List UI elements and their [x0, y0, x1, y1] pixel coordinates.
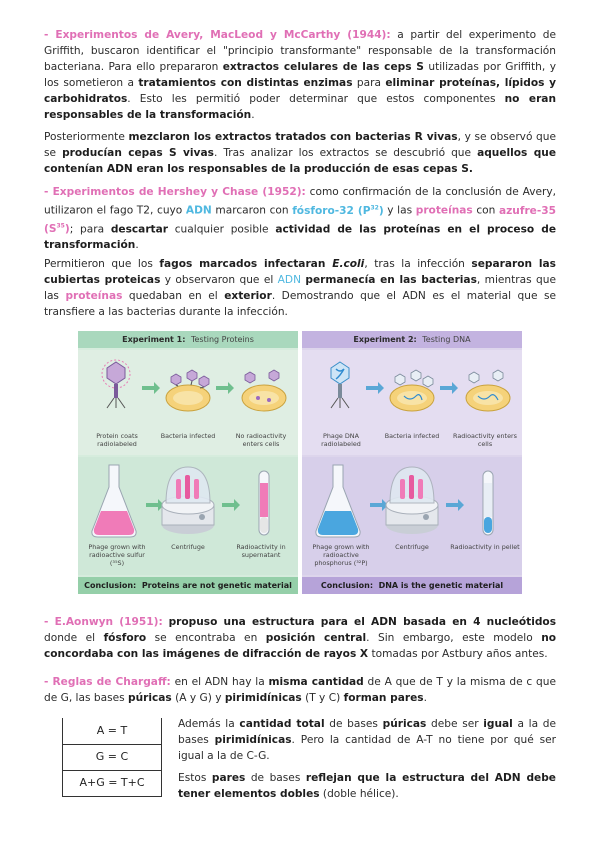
bold-text: pares — [211, 772, 246, 784]
text: con — [472, 204, 499, 217]
caption: Phage grown with radioactive sulfur (³⁵S) — [88, 543, 146, 567]
experiment-2-phage-illustration — [302, 350, 522, 430]
text: Estos — [178, 772, 212, 784]
caption: Radioactivity enters cells — [453, 432, 517, 448]
paragraph-mezcla — [44, 129, 556, 177]
text: marcaron con — [211, 204, 293, 217]
bold-text: permanecía en las bacterias — [305, 274, 477, 286]
experiment-2-panel — [302, 331, 522, 594]
bold-text: no eran responsables de la transformación — [44, 93, 556, 121]
bold-text: pirimidínicas — [214, 734, 292, 746]
bold-text: púricas — [382, 718, 427, 730]
caption: Radioactivity in supernatant — [236, 543, 286, 559]
caption: Protein coats radiolabeled — [96, 432, 138, 448]
bold-text: misma cantidad — [268, 676, 364, 688]
experiment-2-lab-illustration — [302, 457, 522, 543]
text: como confirmación de la conclusión de Avery, utilizaron el fago T2, cuyo — [44, 186, 556, 217]
text: . Esto les permitió poder determinar que estos componentes — [127, 93, 505, 105]
experiment-1-panel — [78, 331, 298, 594]
table-cell: G = C — [63, 744, 162, 770]
bold-text: tratamientos con distintas enzimas — [138, 77, 353, 89]
experiment-1-lab-illustration — [78, 457, 298, 543]
bold-text: aquellos que contenían ADN eran los responsables de la producción de esas cepas S. — [44, 147, 557, 175]
bold-text: forman pares — [343, 692, 424, 704]
hershey-chase-figure — [78, 331, 522, 594]
bold-text: fagos marcados infectaran — [159, 258, 333, 270]
text: y las — [383, 204, 416, 217]
text: tomadas por Astbury años antes. — [368, 648, 548, 660]
adn-label: ADN — [185, 204, 212, 217]
conclusion-2: Conclusion: DNA is the genetic material — [302, 577, 522, 594]
adn-label: ADN — [277, 274, 302, 286]
table-cell: A = T — [63, 718, 162, 744]
bold-text: propuso una estructura para el ADN basada en 4 nucleótidos — [168, 616, 556, 628]
text: utilizadas por Griffith, y los sometieron a — [44, 61, 556, 89]
text: , tras la infección — [364, 258, 472, 270]
bold-text: exterior — [224, 290, 272, 302]
caption: Phage DNA radiolabeled — [321, 432, 361, 448]
text: y observaron que el — [160, 274, 278, 286]
proteinas-label: proteínas — [415, 204, 473, 217]
text: . Tras analizar los extractos se descubrió que — [213, 147, 478, 159]
text: Permitieron que los — [44, 258, 160, 270]
bold-text: pirimidínicas — [224, 692, 302, 704]
text: para — [352, 77, 386, 89]
text: debe ser — [426, 718, 484, 730]
azufre-label: azufre-35 $(S^{35})$ — [44, 204, 556, 236]
text: de bases — [245, 772, 306, 784]
paragraph-hershey-chase — [44, 184, 556, 253]
caption: Bacteria infected — [160, 432, 216, 440]
experiment-2-header: Experiment 2: Testing DNA — [302, 331, 522, 348]
paragraph-aonwyn — [44, 614, 556, 662]
text: Posteriormente — [44, 131, 129, 143]
bold-text: fósforo — [103, 632, 147, 644]
experiment-1-centrifuge-row — [78, 457, 298, 575]
bold-text: extractos celulares de las ceps S — [222, 61, 424, 73]
ecoli-italic: E.coli — [332, 258, 365, 270]
text: donde el — [44, 632, 104, 644]
text: . — [423, 692, 427, 704]
table-cell: A+G = T+C — [63, 770, 162, 796]
section-title-chargaff: - Reglas de Chargaff: — [44, 676, 171, 688]
paragraph-fagos — [44, 256, 556, 320]
paragraph-cantidad-total — [178, 716, 556, 764]
text: de bases — [324, 718, 383, 730]
caption: Centrifuge — [171, 543, 205, 551]
text: (T y C) — [301, 692, 344, 704]
bold-text: cantidad total — [239, 718, 325, 730]
bold-text: no concordaba con las imágenes de difracción de rayos X — [44, 632, 557, 660]
caption: Centrifuge — [395, 543, 429, 551]
conclusion-1: Conclusion: Proteins are not genetic material — [78, 577, 298, 594]
text: en el ADN hay la — [170, 676, 269, 688]
caption: Radioactivity in pellet — [450, 543, 520, 551]
experiment-2-infection-row — [302, 350, 522, 455]
experiment-1-phage-illustration — [78, 350, 298, 430]
chargaff-rules-table — [62, 718, 162, 797]
experiment-1-header: Experiment 1: Testing Proteins — [78, 331, 298, 348]
bold-text: igual — [483, 718, 513, 730]
experiment-1-infection-row — [78, 350, 298, 455]
text: se encontraba en — [146, 632, 266, 644]
text: Además la — [178, 718, 240, 730]
proteinas-label: proteínas — [65, 290, 123, 302]
bold-text: producían cepas S vivas — [62, 147, 214, 159]
text: de A que de T y la misma de c que de G, las bases — [44, 676, 557, 704]
paragraph-chargaff — [44, 674, 556, 706]
text: , mientras que las — [44, 274, 556, 302]
bold-text: separaron las cubiertas proteicas — [44, 258, 556, 286]
paragraph-pares — [178, 770, 556, 802]
section-title-aonwyn: - E.Aonwyn (1951): — [44, 616, 163, 628]
text: . — [251, 109, 255, 121]
text: . Sin embargo, este modelo — [366, 632, 542, 644]
text: . — [135, 239, 139, 252]
caption: No radioactivity enters cells — [235, 432, 287, 448]
text: quedaban en el — [122, 290, 225, 302]
text: a partir del experimento de Griffith, buscaron identificar el "principio transformante" responsable de la transformación bacteriana. Para ello prepararon — [44, 29, 556, 73]
bold-text: actividad de las proteínas en el proceso de transformación — [44, 223, 557, 252]
text: cualquier posible — [167, 223, 276, 236]
caption: Bacteria infected — [384, 432, 440, 440]
text: . Demostrando que el ADN es el material que se transfiere a las bacterias durante la infección. — [44, 290, 556, 318]
bold-text: eliminar proteínas, lípidos y carbohidratos — [44, 77, 557, 105]
text: , y se observó que se — [44, 131, 556, 159]
bold-text: mezclaron los extractos tratados con bacterias R vivas — [128, 131, 458, 143]
section-title-avery: - Experimentos de Avery, MacLeod y McCarthy (1944): — [44, 29, 391, 41]
text: ; para — [69, 223, 111, 236]
bold-text: púricas — [128, 692, 172, 704]
caption: Phage grown with radioactive phosphorus (³²P) — [312, 543, 370, 567]
text: . Pero la cantidad de A-T no tiene por qué ser igual a la de C-G. — [178, 734, 556, 762]
section-title-hershey: - Experimentos de Hershey y Chase (1952): — [44, 186, 306, 198]
paragraph-avery — [44, 27, 556, 123]
text: (doble hélice). — [319, 788, 399, 800]
text: (A y G) y — [171, 692, 225, 704]
text: a la de bases — [178, 718, 557, 746]
bold-text: descartar — [110, 223, 168, 236]
bold-text: posición central — [265, 632, 367, 644]
bold-text: reflejan que la estructura del ADN debe tener elementos dobles — [178, 772, 556, 800]
experiment-2-centrifuge-row — [302, 457, 522, 575]
fosforo-label: fósforo-32 $(P^{32})$ — [292, 204, 384, 217]
